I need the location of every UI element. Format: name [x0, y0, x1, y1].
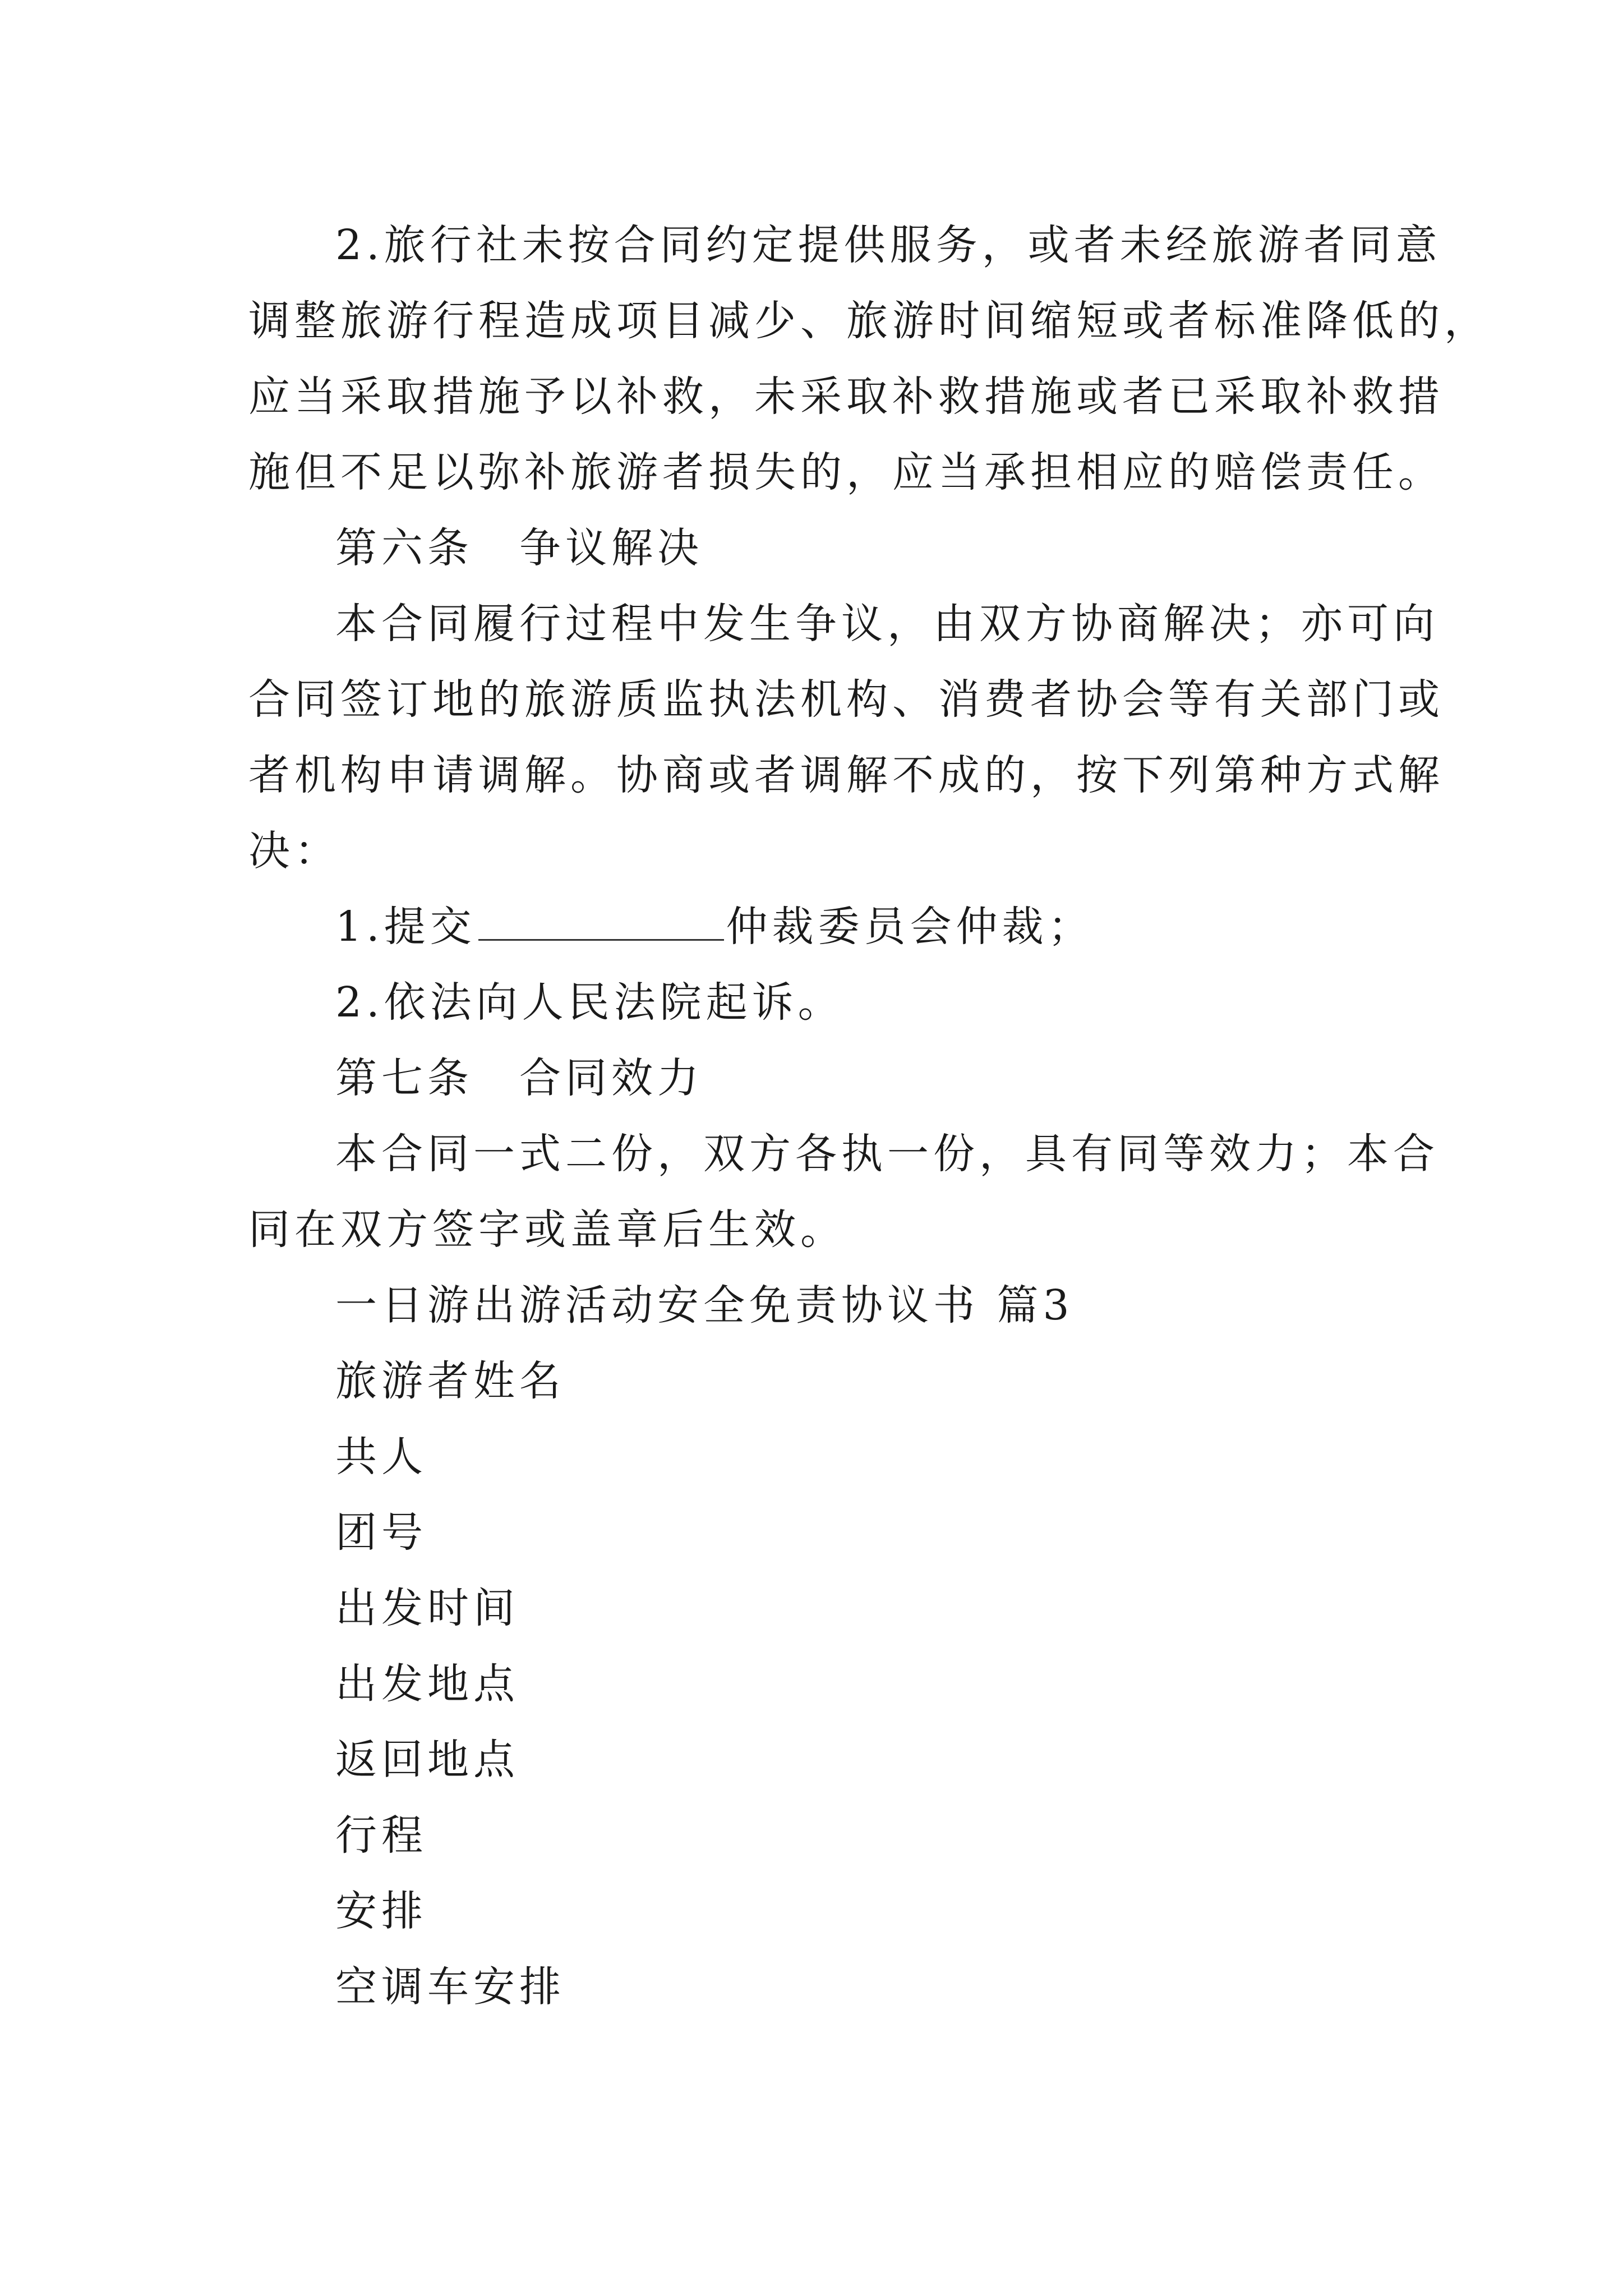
list-item-prefix: 1.提交: [335, 903, 476, 951]
form-field-label: 出发时间: [335, 1584, 519, 1632]
paragraph-line: 2.旅行社未按合同约定提供服务，或者未经旅游者同意: [335, 221, 1442, 269]
list-item: [335, 899, 1094, 955]
form-field-label: 行程: [335, 1811, 427, 1860]
paragraph-line: 决：: [248, 827, 340, 875]
section-heading: 第六条 争议解决: [335, 524, 703, 572]
fill-in-blank[interactable]: [478, 900, 724, 941]
form-field-label: 共人: [335, 1433, 427, 1481]
form-field-label: 团号: [335, 1508, 427, 1557]
paragraph-line: 本合同一式二份，双方各执一份，具有同等效力；本合: [335, 1130, 1439, 1178]
section-heading: 第七条 合同效力: [335, 1054, 703, 1102]
paragraph-line: 本合同履行过程中发生争议，由双方协商解决；亦可向: [335, 600, 1439, 648]
paragraph-line: 合同签订地的旅游质监执法机构、消费者协会等有关部门或: [248, 675, 1444, 724]
paragraph-line: 同在双方签字或盖章后生效。: [248, 1205, 846, 1254]
list-item-suffix: 仲裁委员会仲裁；: [726, 903, 1094, 951]
document-title: 一日游出游活动安全免责协议书 篇3: [335, 1281, 1074, 1329]
paragraph-line: 施但不足以弥补旅游者损失的，应当承担相应的赔偿责任。: [248, 448, 1444, 496]
form-field-label: 安排: [335, 1887, 427, 1935]
paragraph-line: 应当采取措施予以补救，未采取补救措施或者已采取补救措: [248, 372, 1444, 421]
form-field-label: 旅游者姓名: [335, 1357, 565, 1405]
paragraph-line: 调整旅游行程造成项目减少、旅游时间缩短或者标准降低的，: [248, 297, 1490, 345]
form-field-label: 出发地点: [335, 1660, 519, 1708]
form-field-label: 空调车安排: [335, 1963, 565, 2011]
list-item: 2.依法向人民法院起诉。: [335, 978, 844, 1027]
paragraph-line: 者机构申请调解。协商或者调解不成的，按下列第种方式解: [248, 751, 1444, 799]
form-field-label: 返回地点: [335, 1736, 519, 1784]
